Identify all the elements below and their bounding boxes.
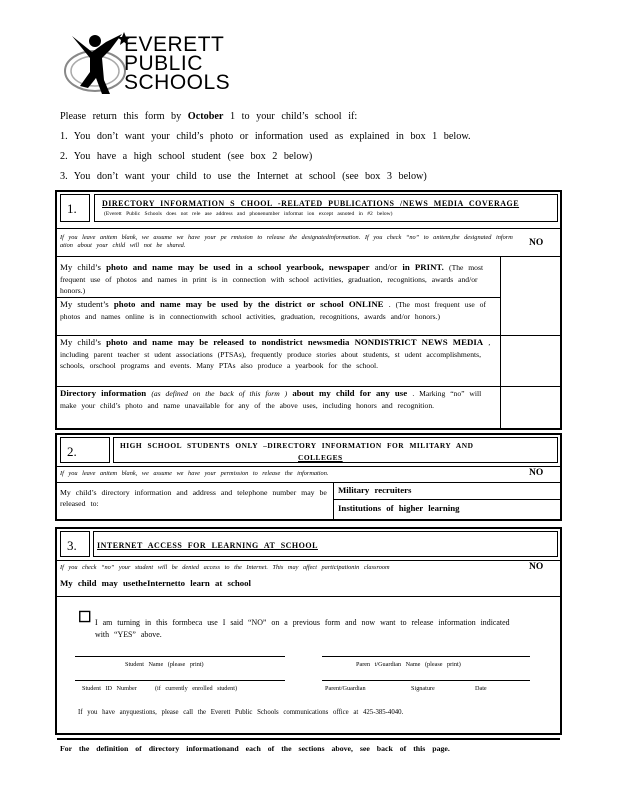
- box-1-option-any-use: Directory information (as defined on the back of this form ) about my child for any use . Marking “no” will make your child’s photo and name unavailable for any of the above uses, including honors and recognition.: [60, 388, 482, 410]
- box-1-option-online: My student’s photo and name may be used by the district or school ONLINE . (The most frequent use of photos and names online is in connectionwith school activities, graduation, recognitions, awards and/or honors.): [60, 299, 487, 321]
- box-2-number: 2.: [67, 444, 77, 459]
- divider: [57, 466, 560, 467]
- divider: [57, 738, 560, 740]
- checkbox[interactable]: ☐: [78, 610, 92, 626]
- logo-figure-icon: [62, 28, 132, 98]
- parent-name-line[interactable]: [322, 656, 530, 657]
- box-2-description: My child’s directory information and address and telephone number may be released to:: [60, 488, 327, 508]
- divider: [57, 596, 560, 597]
- box-3-number: 3.: [67, 538, 77, 553]
- box-1-no-label: NO: [529, 238, 544, 248]
- return-date: October: [187, 111, 224, 122]
- divider: [57, 297, 500, 298]
- parent-signature-label: Parent/Guardian Signature: [325, 685, 435, 692]
- student-name-label: Student Name (please print): [125, 661, 204, 668]
- logo: [62, 28, 232, 98]
- intro-item-1: 1. You don’t want your child’s photo or information used as explained in box 1 below.: [60, 131, 471, 142]
- divider: [57, 335, 560, 336]
- box-1-option-print: My child’s photo and name may be used in a school yearbook, newspaper and/or in PRINT. (The most frequent use of photos and names in print is in connection with school activities, graduation, recognitions, awards and/or honors.): [60, 262, 484, 295]
- box-3-no-label: NO: [529, 562, 544, 572]
- intro-item-2: 2. You have a high school student (see box 2 below): [60, 151, 313, 162]
- student-id-line[interactable]: [75, 680, 285, 681]
- divider: [57, 386, 560, 387]
- student-name-line[interactable]: [75, 656, 285, 657]
- box-1-number: 1.: [67, 201, 77, 216]
- divider: [57, 482, 560, 483]
- logo-line1: EVERETT: [124, 33, 225, 56]
- logo-line2: PUBLIC: [124, 52, 203, 75]
- divider: [57, 256, 560, 257]
- footer-note: For the definition of directory informationand each of the sections above, see back of this page.: [60, 744, 450, 753]
- box-2-no-label: NO: [529, 468, 544, 478]
- parent-name-label: Paren t/Guardian Name (please print): [356, 661, 461, 668]
- box-2-notice: If you leave anitem blank, we assume we have your permission to release the information.: [60, 470, 329, 477]
- box-1-notice: If you leave anitem blank, we assume we have your pe rmission to release the designatedinformation. If you check “no” to anitem,the designated inform ation about your child will not be shared.: [60, 234, 513, 249]
- box-3-release-statement: I am turning in this formbeca use I said “NO” on a previous form and now want to release information indicated with “YES” above.: [95, 618, 510, 639]
- divider: [57, 560, 560, 561]
- box-2-heading-2: COLLEGES: [298, 453, 343, 462]
- divider: [57, 228, 560, 229]
- divider: [333, 499, 560, 500]
- contact-info: If you have anyquestions, please call the Everett Public Schools communications office at 425-385-4040.: [78, 709, 404, 716]
- box-2-option-military: Military recruiters: [338, 485, 412, 495]
- box-3-notice: If you check “no” your student will be denied access to the Internet. This may affect participationin classroom: [60, 564, 390, 571]
- box-3-option-internet: My child may usetheInternetto learn at school: [60, 578, 251, 588]
- signature-line[interactable]: [322, 680, 530, 681]
- column-divider: [500, 256, 501, 428]
- student-id-label: Student ID Number (if currently enrolled student): [82, 685, 238, 692]
- box-2-heading: HIGH SCHOOL STUDENTS ONLY –DIRECTORY INFORMATION FOR MILITARY AND: [120, 441, 474, 450]
- box-1-subheading: (Everett Public Schools does not rele ase address and phonenumber informat ion except asnoted in #2 below): [104, 211, 393, 217]
- date-label: Date: [475, 685, 487, 692]
- box-1-heading: DIRECTORY INFORMATION S CHOOL -RELATED PUBLICATIONS /NEWS MEDIA COVERAGE: [102, 199, 520, 208]
- intro-item-3: 3. You don’t want your child to use the Internet at school (see box 3 below): [60, 171, 427, 182]
- box-2-option-colleges: Institutions of higher learning: [338, 503, 460, 513]
- box-3-heading: INTERNET ACCESS FOR LEARNING AT SCHOOL: [97, 541, 318, 550]
- intro-lead: Please return this form by October 1 to your child’s school if:: [60, 111, 358, 122]
- box-1-option-news-media: My child’s photo and name may be released to nondistrict newsmedia NONDISTRICT NEWS MEDIA , including parent teacher st udent associations (PTSAs), frequently produce stories about students, st udent accomplishments, schools, orschool programs and events. Many PTAs also produce a yearbook for the school.: [60, 337, 491, 370]
- column-divider: [333, 482, 334, 519]
- logo-line3: SCHOOLS: [124, 71, 231, 94]
